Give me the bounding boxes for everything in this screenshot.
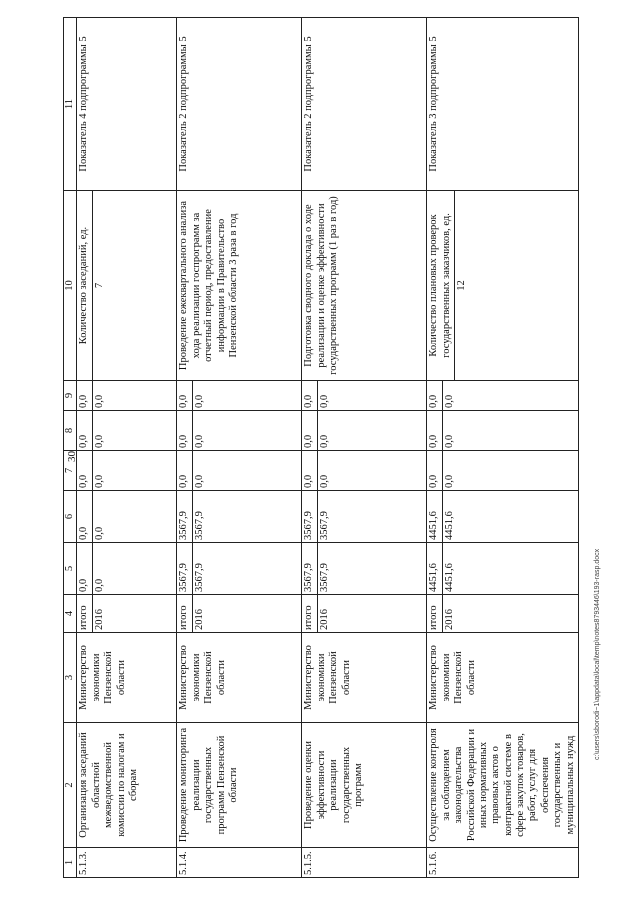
amount-col7-2016: 0,0	[193, 474, 205, 488]
amount-col5-total: 4451,6	[427, 543, 442, 594]
col-header-11: 11	[64, 18, 77, 191]
amount-col7	[177, 451, 302, 491]
year-cell-2016: 2016	[318, 609, 330, 630]
page-number: 30	[66, 451, 78, 462]
row-number: 5.1.4.	[177, 848, 302, 878]
amount-col9-2016: 0,0	[193, 394, 205, 408]
executor-name: Министерство экономики Пензенской области	[77, 633, 177, 723]
indicator-cell	[77, 191, 177, 381]
year-cell	[427, 595, 579, 633]
amount-col7-2016: 0,0	[443, 474, 455, 488]
amount-col6-total: 3567,9	[302, 491, 317, 542]
col-header-3: 3	[64, 633, 77, 723]
event-name: Осуществление контроля за соблюдением законодательства Российской Федерации и иных нормативных правовых актов о контрактной системе в сфере закупок товаров, работ, услуг для обеспечения государственных и муниципальных нужд	[427, 723, 579, 848]
program-indicator-link: Показатель 4 подпрограммы 5	[77, 18, 177, 191]
year-cell-total: итого	[427, 595, 442, 632]
table-row	[177, 18, 302, 878]
executor-name: Министерство экономики Пензенской области	[427, 633, 579, 723]
amount-col8-2016: 0,0	[318, 434, 330, 448]
amount-col8-2016: 0,0	[93, 434, 105, 448]
amount-col9	[427, 381, 579, 411]
program-indicator-link: Показатель 2 подпрограммы 5	[302, 18, 427, 191]
amount-col7-2016: 0,0	[93, 474, 105, 488]
indicator-name: Подготовка сводного доклада о ходе реализации и оценке эффективности государственных программ (1 раз в год)	[303, 196, 340, 375]
indicator-value: 12	[456, 280, 468, 291]
col-header-7: 7	[64, 451, 77, 491]
amount-col6-2016: 3567,9	[193, 511, 205, 540]
year-cell	[302, 595, 427, 633]
col-header-6: 6	[64, 491, 77, 543]
amount-col7-total: 0,0	[77, 451, 92, 490]
program-measures-table	[63, 17, 579, 878]
year-cell-total: итого	[302, 595, 317, 632]
row-number: 5.1.3.	[77, 848, 177, 878]
amount-col8-total: 0,0	[77, 411, 92, 450]
col-header-4: 4	[64, 595, 77, 633]
amount-col8-2016: 0,0	[193, 434, 205, 448]
amount-col6	[427, 491, 579, 543]
row-number: 5.1.5.	[302, 848, 427, 878]
amount-col9	[302, 381, 427, 411]
year-cell-total: итого	[77, 595, 92, 632]
col-header-2: 2	[64, 723, 77, 848]
amount-col5	[177, 543, 302, 595]
indicator-name: Количество плановых проверок государственных заказчиков, ед.	[427, 191, 455, 380]
year-cell-2016: 2016	[93, 609, 105, 630]
column-number-row	[64, 18, 77, 878]
amount-col5-2016: 0,0	[93, 578, 105, 592]
table-row	[427, 18, 579, 878]
amount-col8-2016: 0,0	[443, 434, 455, 448]
col-header-8: 8	[64, 411, 77, 451]
amount-col9-total: 0,0	[302, 381, 317, 410]
amount-col5-total: 0,0	[77, 543, 92, 594]
amount-col6	[302, 491, 427, 543]
amount-col6-2016: 3567,9	[318, 511, 330, 540]
amount-col8	[177, 411, 302, 451]
amount-col9	[77, 381, 177, 411]
indicator-cell	[427, 191, 579, 381]
col-header-10: 10	[64, 191, 77, 381]
year-cell-total: итого	[177, 595, 192, 632]
footer-file-path: c:\users\sborodi~1\appdata\local\temp\notes8793446\193-rasp.docx	[594, 548, 601, 760]
event-name: Проведение оценки эффективности реализации государственных программ	[302, 723, 427, 848]
amount-col5-total: 3567,9	[177, 543, 192, 594]
amount-col7-total: 0,0	[427, 451, 442, 490]
indicator-value: 7	[93, 282, 105, 289]
event-name: Организация заседаний областной межведомственной комиссии по налогам и сборам	[77, 723, 177, 848]
amount-col5-2016: 4451,6	[443, 563, 455, 592]
indicator-name: Проведение ежеквартального анализа хода реализации госпрограмм за отчетный период, предоставление информации в Правительство Пензенской области 3 раза в год	[178, 200, 239, 371]
program-indicator-link: Показатель 3 подпрограммы 5	[427, 18, 579, 191]
amount-col9-2016: 0,0	[93, 394, 105, 408]
table-row	[302, 18, 427, 878]
amount-col5	[427, 543, 579, 595]
amount-col8	[77, 411, 177, 451]
amount-col8-total: 0,0	[302, 411, 317, 450]
year-cell	[77, 595, 177, 633]
indicator-cell	[177, 191, 302, 381]
amount-col7	[427, 451, 579, 491]
col-header-1: 1	[64, 848, 77, 878]
program-indicator-link: Показатель 2 подпрограммы 5	[177, 18, 302, 191]
amount-col9-2016: 0,0	[443, 394, 455, 408]
col-header-9: 9	[64, 381, 77, 411]
amount-col7-2016: 0,0	[318, 474, 330, 488]
row-number: 5.1.6.	[427, 848, 579, 878]
amount-col9-total: 0,0	[77, 381, 92, 410]
table-row	[77, 18, 177, 878]
amount-col6-total: 3567,9	[177, 491, 192, 542]
amount-col7-total: 0,0	[302, 451, 317, 490]
year-cell-2016: 2016	[443, 609, 455, 630]
amount-col9-total: 0,0	[427, 381, 442, 410]
amount-col5	[77, 543, 177, 595]
amount-col5	[302, 543, 427, 595]
amount-col6	[77, 491, 177, 543]
amount-col9-2016: 0,0	[318, 394, 330, 408]
amount-col9-total: 0,0	[177, 381, 192, 410]
indicator-name: Количество заседаний, ед.	[77, 191, 92, 380]
amount-col5-2016: 3567,9	[193, 563, 205, 592]
indicator-cell	[302, 191, 427, 381]
amount-col6-2016: 4451,6	[443, 511, 455, 540]
amount-col7	[302, 451, 427, 491]
amount-col6-total: 4451,6	[427, 491, 442, 542]
event-name: Проведение мониторинга реализации государственных программ Пензенской области	[177, 723, 302, 848]
document-table-rotated	[63, 18, 576, 878]
amount-col7-total: 0,0	[177, 451, 192, 490]
amount-col6-2016: 0,0	[93, 526, 105, 540]
amount-col8	[427, 411, 579, 451]
amount-col7	[77, 451, 177, 491]
amount-col5-total: 3567,9	[302, 543, 317, 594]
amount-col8-total: 0,0	[427, 411, 442, 450]
executor-name: Министерство экономики Пензенской области	[177, 633, 302, 723]
amount-col8	[302, 411, 427, 451]
year-cell	[177, 595, 302, 633]
year-cell-2016: 2016	[193, 609, 205, 630]
amount-col6	[177, 491, 302, 543]
executor-name: Министерство экономики Пензенской области	[302, 633, 427, 723]
amount-col9	[177, 381, 302, 411]
amount-col5-2016: 3567,9	[318, 563, 330, 592]
col-header-5: 5	[64, 543, 77, 595]
amount-col6-total: 0,0	[77, 491, 92, 542]
amount-col8-total: 0,0	[177, 411, 192, 450]
